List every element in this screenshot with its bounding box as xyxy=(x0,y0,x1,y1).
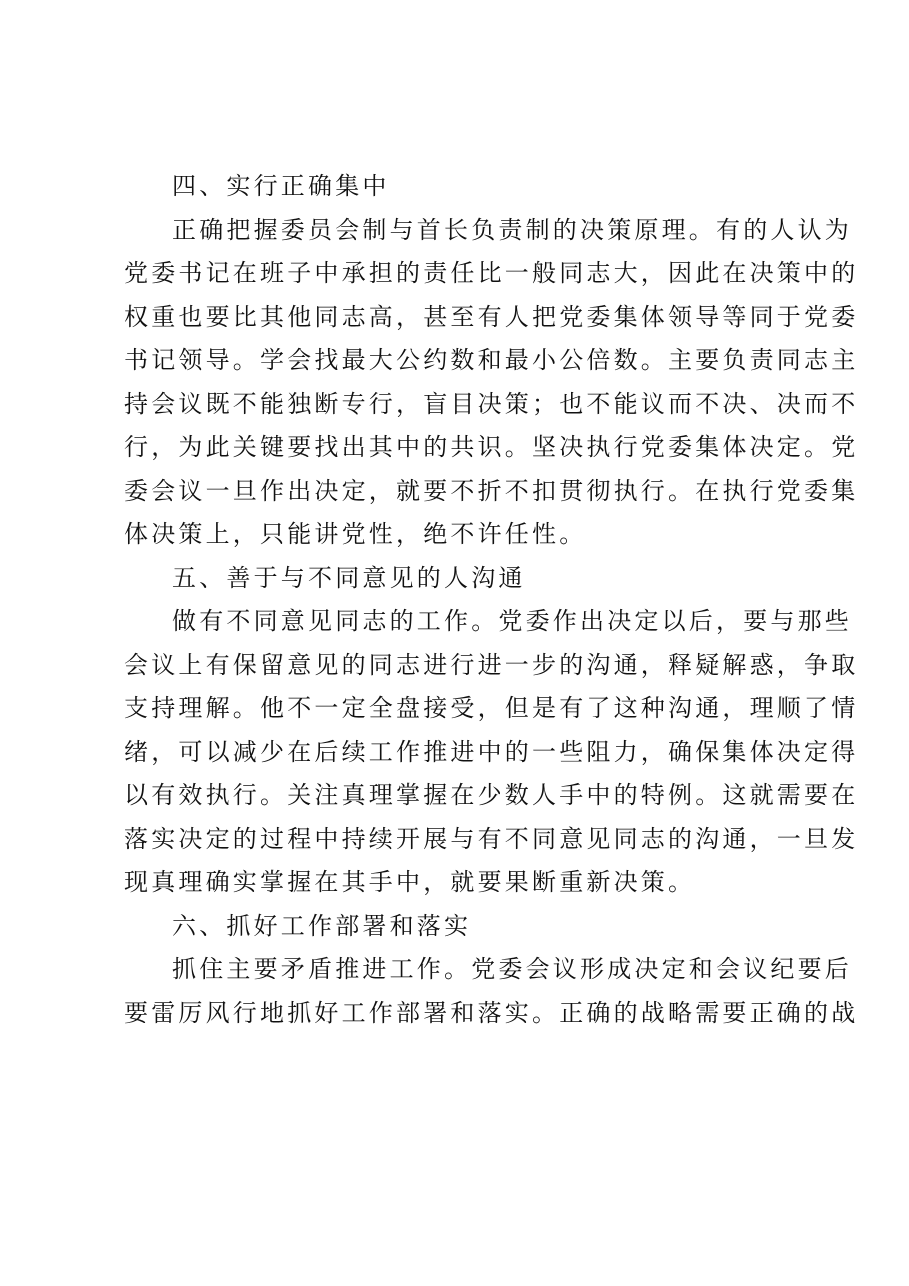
paragraph-line: 以有效执行。关注真理掌握在少数人手中的特例。这就需要在 xyxy=(124,781,859,809)
paragraph-line: 党委书记在班子中承担的责任比一般同志大，因此在决策中的 xyxy=(124,259,859,287)
paragraph-line: 支持理解。他不一定全盘接受，但是有了这种沟通，理顺了情 xyxy=(124,694,859,722)
paragraph-line: 委会议一旦作出决定，就要不折不扣贯彻执行。在执行党委集 xyxy=(124,476,859,505)
section-heading-5: 五、善于与不同意见的人沟通 xyxy=(172,563,526,592)
paragraph-line: 正确把握委员会制与首长负责制的决策原理。有的人认为 xyxy=(172,215,852,244)
paragraph-line: 持会议既不能独断专行，盲目决策；也不能议而不决、决而不 xyxy=(124,389,859,418)
paragraph-line: 做有不同意见同志的工作。党委作出决定以后，要与那些 xyxy=(172,607,852,635)
paragraph-line: 要雷厉风行地抓好工作部署和落实。正确的战略需要正确的战 xyxy=(124,998,859,1027)
paragraph-line: 现真理确实掌握在其手中，就要果断重新决策。 xyxy=(124,868,696,896)
paragraph-line: 落实决定的过程中持续开展与有不同意见同志的沟通，一旦发 xyxy=(124,824,859,853)
section-heading-4: 四、实行正确集中 xyxy=(172,172,390,200)
paragraph-line: 抓住主要矛盾推进工作。党委会议形成决定和会议纪要后 xyxy=(172,955,852,983)
paragraph-line: 行，为此关键要找出其中的共识。坚决执行党委集体决定。党 xyxy=(124,433,859,461)
section-heading-6: 六、抓好工作部署和落实 xyxy=(172,911,472,940)
paragraph-line: 会议上有保留意见的同志进行进一步的沟通，释疑解惑，争取 xyxy=(124,650,859,679)
paragraph-line: 书记领导。学会找最大公约数和最小公倍数。主要负责同志主 xyxy=(124,346,859,374)
paragraph-line: 权重也要比其他同志高，甚至有人把党委集体领导等同于党委 xyxy=(124,302,859,331)
paragraph-line: 体决策上，只能讲党性，绝不许任性。 xyxy=(124,520,587,548)
paragraph-line: 绪，可以减少在后续工作推进中的一些阻力，确保集体决定得 xyxy=(124,737,859,766)
document-body xyxy=(124,165,859,1035)
